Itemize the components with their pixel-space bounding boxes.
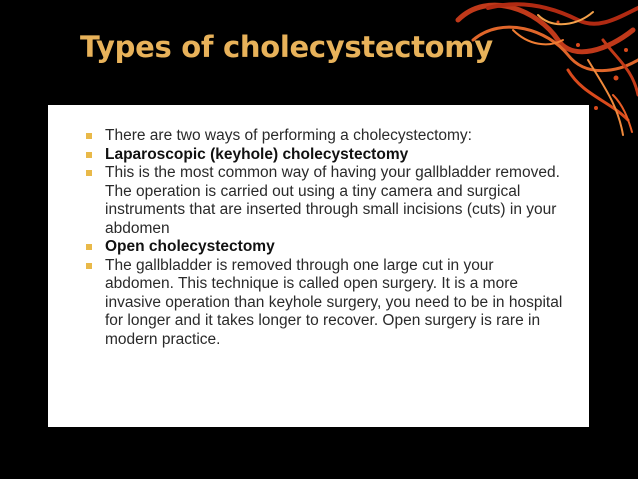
bullet-text: Open cholecystectomy bbox=[105, 238, 275, 255]
bullet-item-heading-open bbox=[86, 238, 564, 257]
bullet-marker-icon bbox=[86, 133, 92, 139]
bullet-item bbox=[86, 164, 564, 238]
content-panel bbox=[48, 105, 589, 427]
bullet-marker-icon bbox=[86, 263, 92, 269]
slide-title: Types of cholecystectomy bbox=[80, 30, 493, 64]
bullet-marker-icon bbox=[86, 152, 92, 158]
bullet-text: There are two ways of performing a cholecystectomy: bbox=[105, 127, 472, 144]
bullet-marker-icon bbox=[86, 170, 92, 176]
bullet-text: The gallbladder is removed through one large cut in your abdomen. This technique is called open surgery. It is a more invasive operation than keyhole surgery, you need to be in hospital for longer and it takes longer to recover. Open surgery is rare in modern practice. bbox=[105, 256, 563, 348]
bullet-item bbox=[86, 127, 564, 146]
bullet-list bbox=[86, 127, 564, 349]
bullet-marker-icon bbox=[86, 244, 92, 250]
bullet-item-heading-laparoscopic bbox=[86, 146, 564, 165]
bullet-item bbox=[86, 257, 564, 350]
bullet-text: This is the most common way of having your gallbladder removed. The operation is carried out using a tiny camera and surgical instruments that are inserted through small incisions (cuts) in your abdomen bbox=[105, 164, 560, 237]
bullet-text: Laparoscopic (keyhole) cholecystectomy bbox=[105, 145, 409, 163]
